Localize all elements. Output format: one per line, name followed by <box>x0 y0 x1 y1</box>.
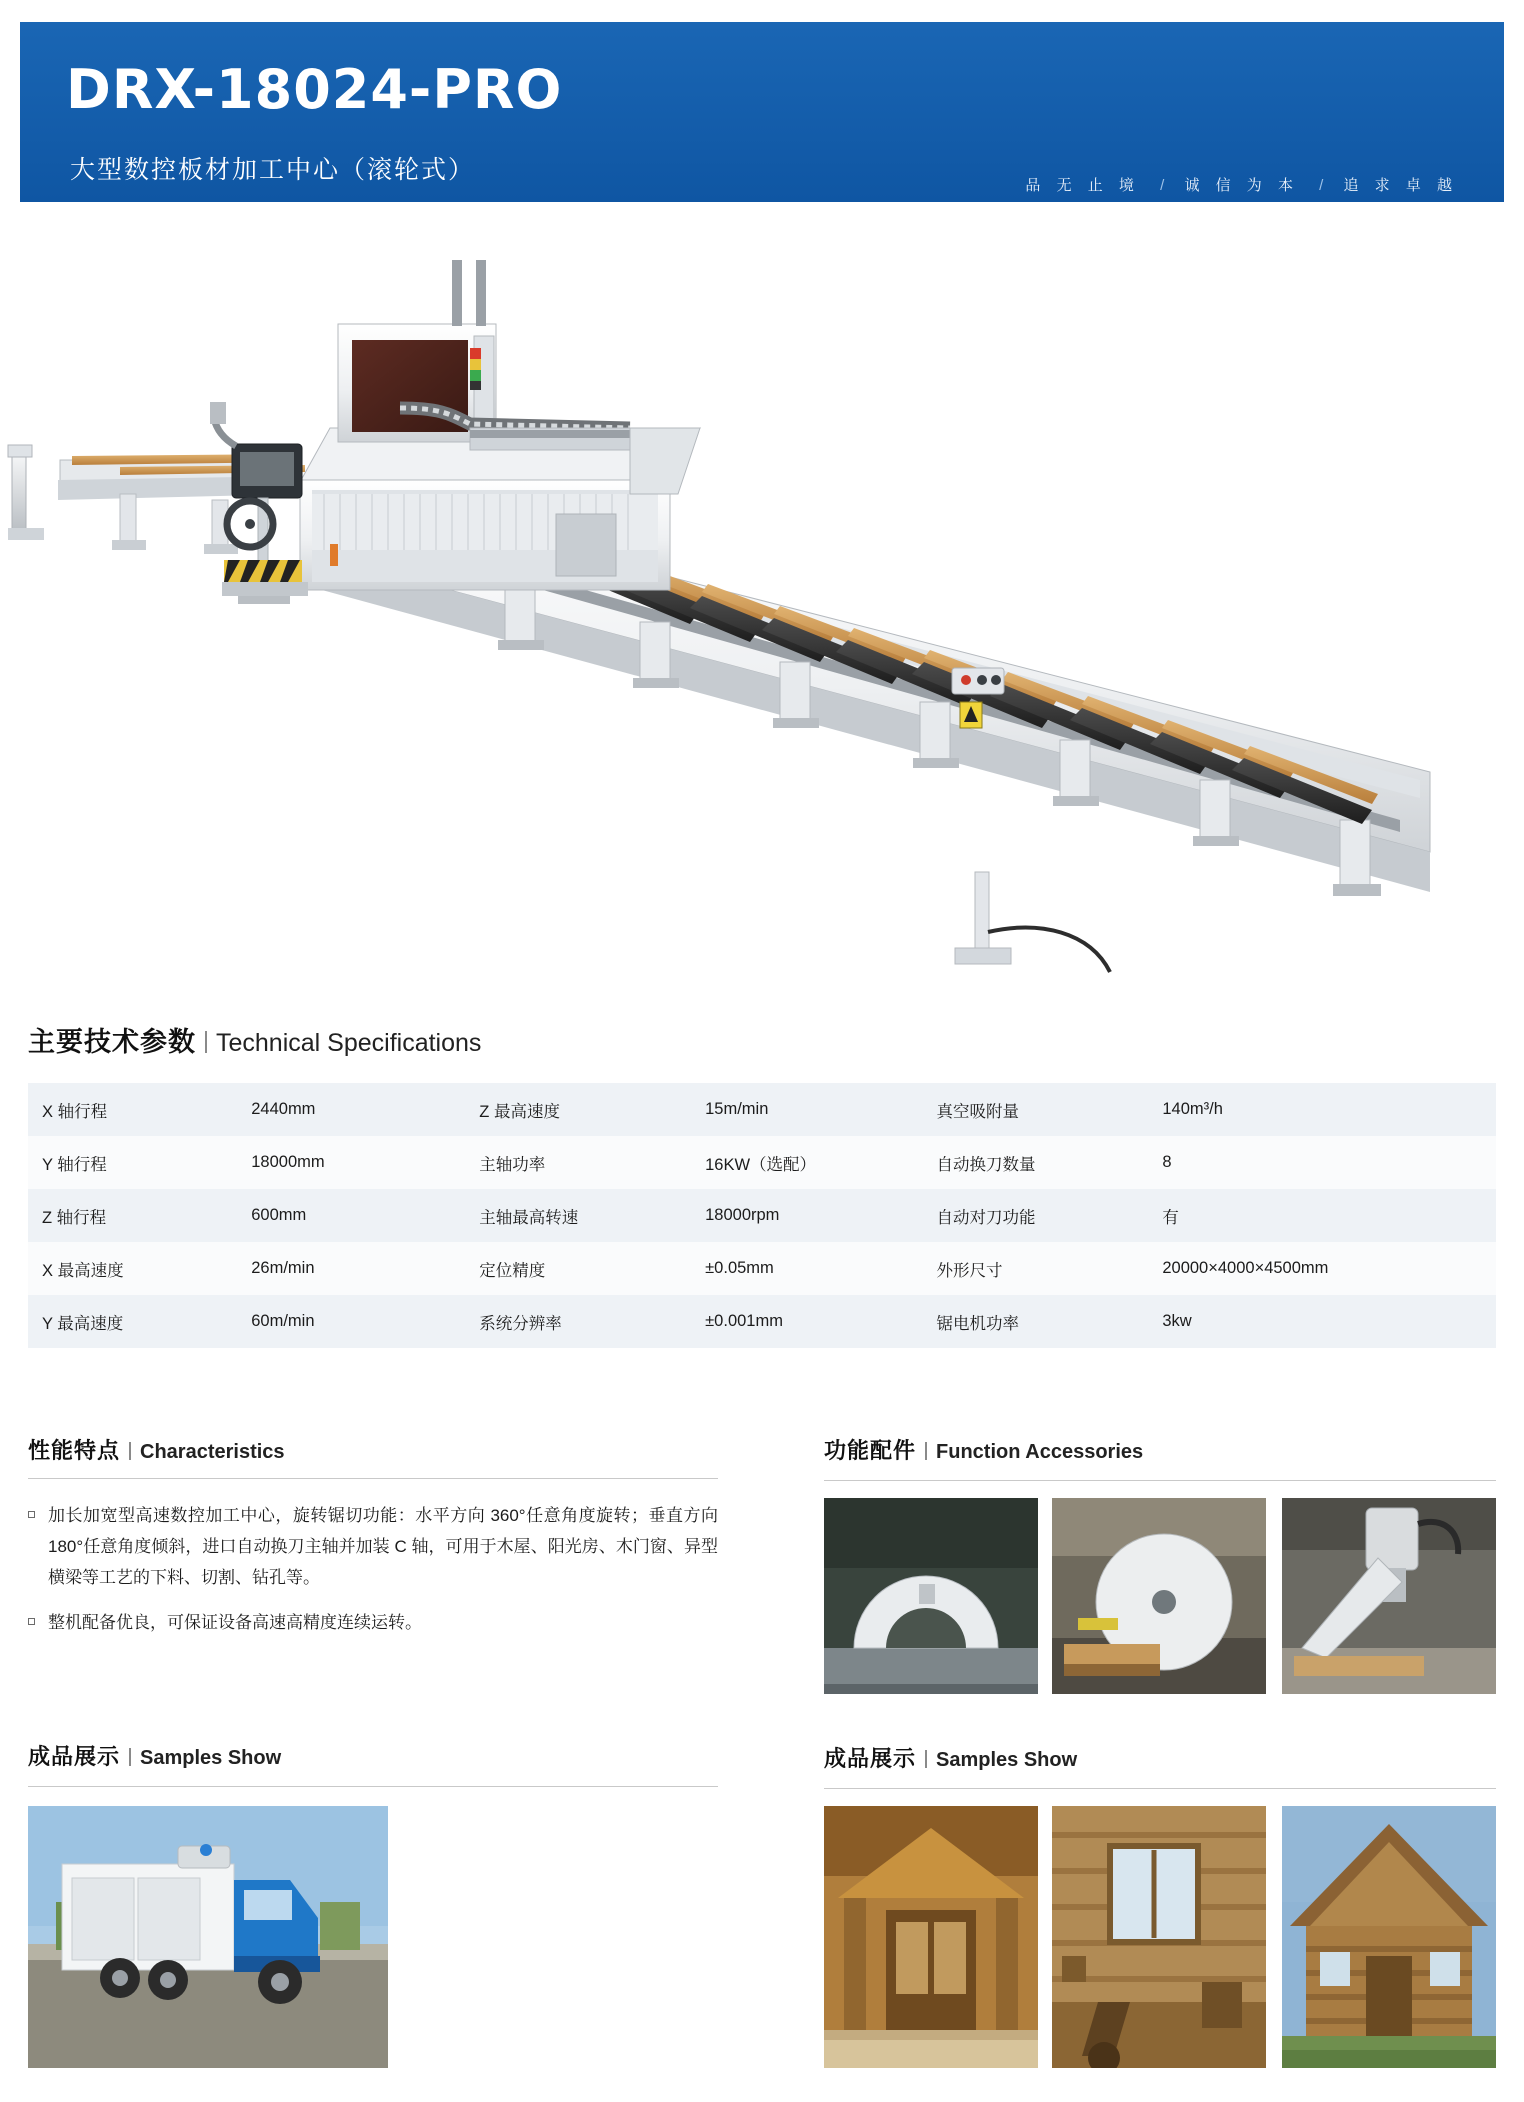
characteristics-list <box>28 1500 718 1652</box>
characteristics-heading-en: Characteristics <box>140 1441 285 1463</box>
control-box <box>952 668 1004 694</box>
refrigerated-truck-photo <box>28 1806 388 2068</box>
spec-label: 主轴功率 <box>479 1155 546 1174</box>
spec-label: X 最高速度 <box>42 1261 124 1280</box>
spec-value: 8 <box>1162 1153 1172 1171</box>
bullet-square-icon <box>28 1511 35 1518</box>
characteristics-rule <box>28 1478 718 1479</box>
sample-photo-interior <box>1052 1806 1266 2068</box>
spec-value: 有 <box>1162 1208 1179 1227</box>
spec-label: Y 最高速度 <box>42 1314 124 1333</box>
spec-value: ±0.001mm <box>705 1312 783 1330</box>
accessories-heading-cn: 功能配件 <box>824 1438 917 1463</box>
spec-label: 定位精度 <box>479 1261 546 1280</box>
heading-divider <box>129 1442 131 1460</box>
samples-left-rule <box>28 1786 718 1787</box>
safety-stripe-panel <box>222 560 308 596</box>
sample-photo-entrance <box>824 1806 1038 2068</box>
samples-left-heading <box>28 1740 281 1771</box>
gantry <box>300 260 700 590</box>
spec-label: 系统分辨率 <box>479 1314 562 1333</box>
spec-value: 140m³/h <box>1162 1100 1223 1118</box>
slogan-separator-1: / <box>1160 177 1165 194</box>
heading-divider <box>129 1748 131 1766</box>
spec-value: ±0.05mm <box>705 1259 774 1277</box>
spec-label: Z 轴行程 <box>42 1208 107 1227</box>
spec-label: X 轴行程 <box>42 1102 108 1121</box>
table-row <box>28 1189 1496 1242</box>
product-model-title: DRX-18024-PRO <box>66 58 563 121</box>
slogan-part-2: 诚 信 为 本 <box>1184 177 1299 194</box>
list-item <box>28 1607 718 1638</box>
spec-value: 3kw <box>1162 1312 1192 1330</box>
samples-right-heading <box>824 1742 1077 1773</box>
spec-value: 60m/min <box>251 1312 315 1330</box>
spec-label: Y 轴行程 <box>42 1155 107 1174</box>
spindle-head-photo <box>1282 1498 1496 1694</box>
technical-specifications-table <box>28 1083 1496 1348</box>
log-cabin-photo <box>1282 1806 1496 2068</box>
slogan-part-1: 品 无 止 境 <box>1025 177 1140 194</box>
heading-divider <box>925 1750 927 1768</box>
accessories-heading <box>824 1434 1143 1465</box>
table-row <box>28 1136 1496 1189</box>
samples-right-heading-cn: 成品展示 <box>824 1746 917 1771</box>
spec-label: 外形尺寸 <box>936 1261 1003 1280</box>
bullet-square-icon <box>28 1618 35 1625</box>
spec-value: 600mm <box>251 1206 307 1224</box>
list-item <box>28 1500 718 1593</box>
saw-blade-unit-photo <box>824 1498 1038 1694</box>
sample-photo-truck <box>28 1806 388 2068</box>
table-row <box>28 1295 1496 1348</box>
characteristics-heading-cn: 性能特点 <box>28 1438 121 1463</box>
table-row <box>28 1242 1496 1295</box>
page-header <box>20 22 1504 202</box>
spec-label: 自动对刀功能 <box>936 1208 1036 1227</box>
saw-blade-cutting-photo <box>1052 1498 1266 1694</box>
slogan-part-3: 追 求 卓 越 <box>1343 177 1458 194</box>
heading-divider <box>925 1442 927 1460</box>
spec-label: 真空吸附量 <box>936 1102 1019 1121</box>
wooden-entrance-photo <box>824 1806 1038 2068</box>
spec-value: 15m/min <box>705 1100 769 1118</box>
samples-right-heading-en: Samples Show <box>936 1749 1078 1771</box>
product-hero-image <box>0 232 1524 982</box>
samples-right-rule <box>824 1788 1496 1789</box>
characteristics-heading <box>28 1434 285 1465</box>
spec-value: 16KW（选配） <box>705 1155 817 1174</box>
characteristic-text: 整机配备优良，可保证设备高速高精度连续运转。 <box>48 1613 422 1632</box>
spec-label: 主轴最高转速 <box>479 1208 579 1227</box>
heading-divider <box>205 1031 207 1053</box>
accessory-photo-2 <box>1052 1498 1266 1694</box>
spec-value: 20000×4000×4500mm <box>1162 1259 1329 1277</box>
spec-value: 18000rpm <box>705 1206 780 1224</box>
spec-value: 18000mm <box>251 1153 325 1171</box>
characteristic-text: 加长加宽型高速数控加工中心，旋转锯切功能：水平方向 360°任意角度旋转；垂直方向 180°任意角度倾斜，进口自动换刀主轴并加装 C 轴，可用于木屋、阳光房、木门窗、异型横梁等工艺的下料、切割、钻孔等。 <box>48 1506 718 1587</box>
accessories-rule <box>824 1480 1496 1481</box>
spec-label: Z 最高速度 <box>479 1102 560 1121</box>
wooden-interior-photo <box>1052 1806 1266 2068</box>
table-row <box>28 1083 1496 1136</box>
spec-label: 锯电机功率 <box>936 1314 1019 1333</box>
accessory-photo-3 <box>1282 1498 1496 1694</box>
warning-marker <box>960 702 982 728</box>
specs-heading-cn: 主要技术参数 <box>28 1027 196 1057</box>
company-slogan <box>1025 174 1458 195</box>
cnc-machine-illustration <box>0 232 1524 982</box>
spec-value: 26m/min <box>251 1259 315 1277</box>
accessories-heading-en: Function Accessories <box>936 1441 1144 1463</box>
specs-heading-en: Technical Specifications <box>216 1029 482 1057</box>
accessory-photo-1 <box>824 1498 1038 1694</box>
sample-photo-cabin <box>1282 1806 1496 2068</box>
samples-left-heading-en: Samples Show <box>140 1747 282 1769</box>
samples-left-heading-cn: 成品展示 <box>28 1744 121 1769</box>
specs-heading <box>28 1020 481 1059</box>
slogan-separator-2: / <box>1319 177 1324 194</box>
spec-label: 自动换刀数量 <box>936 1155 1036 1174</box>
spec-value: 2440mm <box>251 1100 316 1118</box>
product-subtitle: 大型数控板材加工中心（滚轮式） <box>70 156 476 184</box>
